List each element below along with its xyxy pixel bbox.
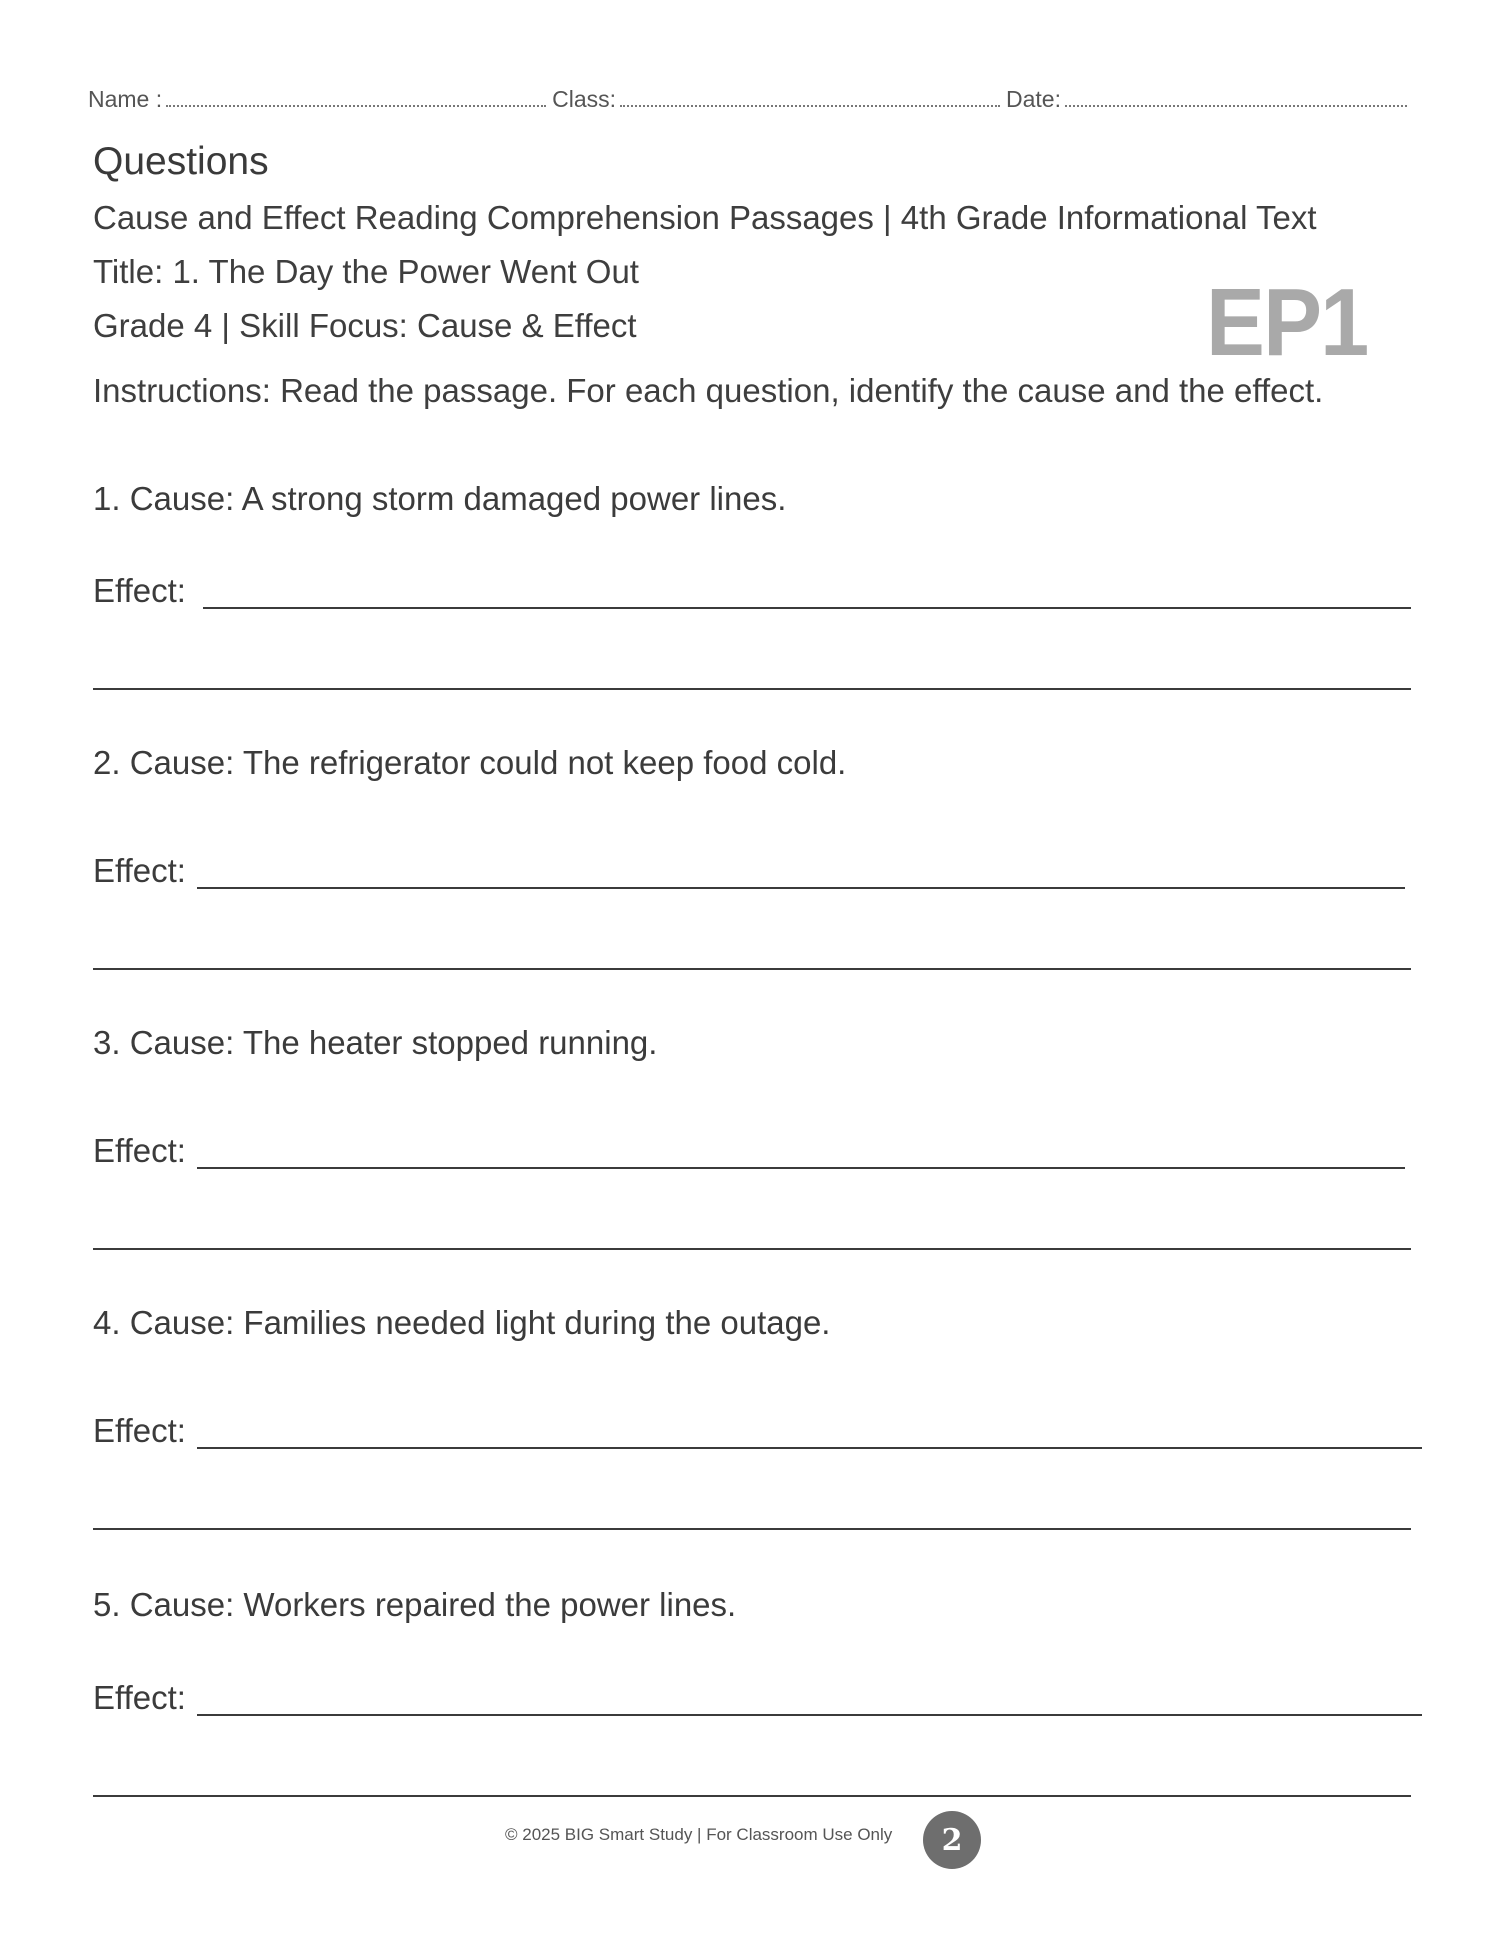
class-field[interactable]	[620, 87, 1000, 107]
question-4-effect-line-2[interactable]	[93, 1528, 1411, 1530]
grade-skill-line: Grade 4 | Skill Focus: Cause & Effect	[93, 307, 637, 344]
code-mark: EP1	[1206, 269, 1368, 376]
date-label: Date:	[1006, 86, 1061, 112]
passage-title: Title: 1. The Day the Power Went Out	[93, 253, 639, 290]
question-4-cause: 4. Cause: Families needed light during the outage.	[93, 1304, 831, 1341]
question-3-cause: 3. Cause: The heater stopped running.	[93, 1024, 658, 1061]
question-3-effect-line-2[interactable]	[93, 1248, 1411, 1250]
question-4-effect-label: Effect:	[93, 1412, 186, 1449]
page-heading: Questions	[93, 140, 269, 183]
instructions: Instructions: Read the passage. For each question, identify the cause and the effect.	[93, 372, 1324, 409]
name-label: Name :	[88, 86, 163, 112]
class-label: Class:	[552, 86, 617, 112]
question-3-effect-label: Effect:	[93, 1132, 186, 1169]
question-1-effect-line-2[interactable]	[93, 688, 1411, 690]
question-5-effect-line-1[interactable]	[197, 1714, 1422, 1716]
date-field[interactable]	[1065, 87, 1407, 107]
question-1-effect-label: Effect:	[93, 572, 186, 609]
question-2-effect-label: Effect:	[93, 852, 186, 889]
question-5-effect-label: Effect:	[93, 1679, 186, 1716]
name-field[interactable]	[166, 87, 546, 107]
question-3-effect-line-1[interactable]	[197, 1167, 1405, 1169]
worksheet-subtitle: Cause and Effect Reading Comprehension Passages | 4th Grade Informational Text	[93, 199, 1317, 236]
question-1-effect-line-1[interactable]	[203, 607, 1411, 609]
question-1-cause: 1. Cause: A strong storm damaged power lines.	[93, 480, 787, 517]
page-number-badge: 2	[923, 1811, 981, 1869]
question-2-effect-line-1[interactable]	[197, 887, 1405, 889]
question-4-effect-line-1[interactable]	[197, 1447, 1422, 1449]
footer-copyright: © 2025 BIG Smart Study | For Classroom Use Only	[505, 1825, 893, 1844]
question-2-cause: 2. Cause: The refrigerator could not keep food cold.	[93, 744, 847, 781]
question-2-effect-line-2[interactable]	[93, 968, 1411, 970]
question-5-effect-line-2[interactable]	[93, 1795, 1411, 1797]
question-5-cause: 5. Cause: Workers repaired the power lines.	[93, 1586, 737, 1623]
student-info-row	[88, 86, 1413, 116]
